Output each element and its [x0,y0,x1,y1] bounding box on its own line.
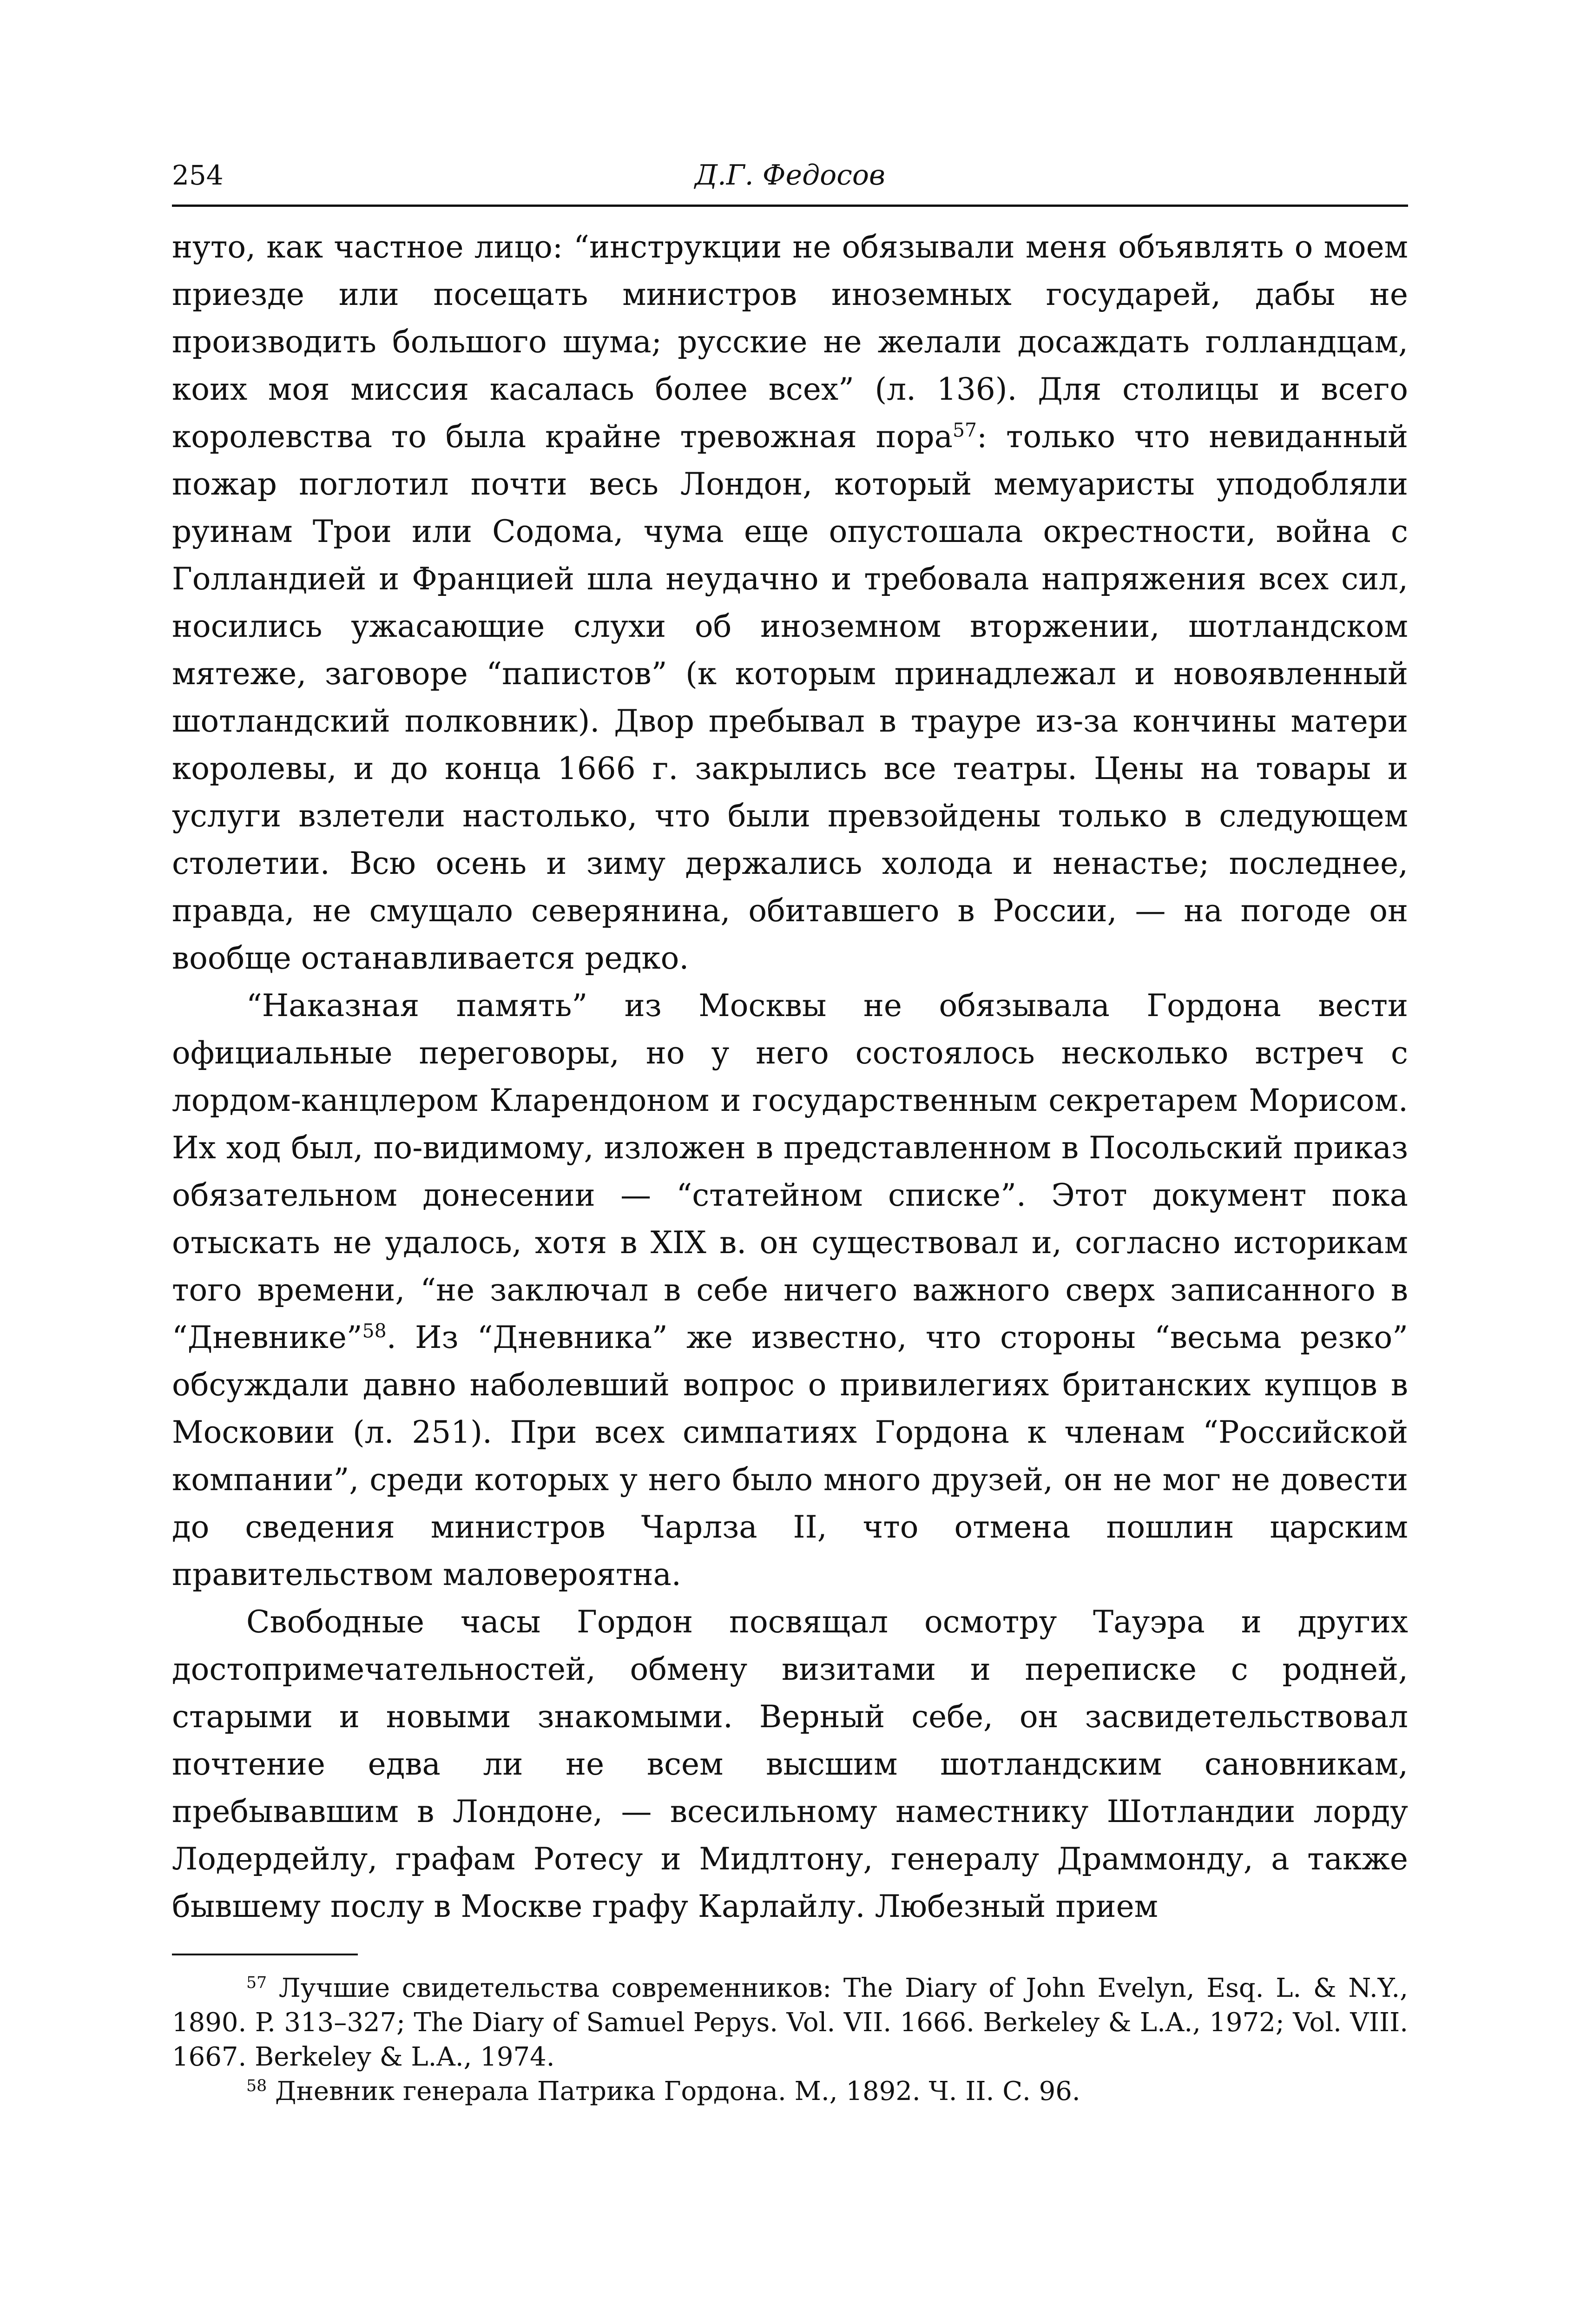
paragraph-2-text-b: . Из “Дневника” же известно, что стороны “весьма резко” обсуждали давно наболевший вопрос о привилегиях британских купцов в Московии (л. 251). При всех симпатиях Гордона к членам “Российской компании”, среди которых у него было много друзей, он не мог не довести до сведения министров Чарлза II, что отмена пошлин царским правительством маловероятна. [172,1320,1408,1592]
footnote-separator [172,1954,358,1955]
page-number: 254 [172,159,224,191]
footnote-ref-58[interactable]: 58 [362,1320,387,1342]
paragraph-2-text-a: “Наказная память” из Москвы не обязывала Гордона вести официальные переговоры, но у него состоялось несколько встреч с лордом-канцлером Кларендоном и государственным секретарем Морисом. Их ход был, по-видимому, изложен в представленном в Посольский приказ обязательном донесении — “статейном списке”. Этот документ пока отыскать не удалось, хотя в XIX в. он существовал и, согласно историкам того времени, “не заключал в себе ничего важного сверх записанного в “Дневнике” [172,988,1408,1355]
footnote-number-58: 58 [246,2076,267,2095]
paragraph-2 [172,982,1408,1598]
paragraph-1-text-a: нуто, как частное лицо: “инструкции не обязывали меня объявлять о моем приезде или посещать министров иноземных государей, дабы не производить большого шума; русские не желали досаждать голландцам, коих моя миссия касалась более всех” (л. 136). Для столицы и всего королевства то была крайне тревожная пора [172,229,1408,455]
footnote-number-57: 57 [246,1973,267,1992]
footnote-57 [172,1971,1408,2074]
running-title: Д.Г. Федосов [695,159,885,191]
footnote-57-text: Лучшие свидетельства современников: The Diary of John Evelyn, Esq. L. & N.Y., 1890. P. 313–327; The Diary of Samuel Pepys. Vol. VII. 1666. Berkeley & L.A., 1972; Vol. VIII. 1667. Berkeley & L.A., 1974. [172,1973,1408,2072]
paragraph-1 [172,224,1408,982]
paragraph-1-text-b: : только что невиданный пожар поглотил почти весь Лондон, который мемуаристы уподобляли руинам Трои или Содома, чума еще опустошала окрестности, война с Голландией и Францией шла неудачно и требовала напряжения всех сил, носились ужасающие слухи об иноземном вторжении, шотландском мятеже, заговоре “папистов” (к которым принадлежал и новоявленный шотландский полковник). Двор пребывал в трауре из-за кончины матери королевы, и до конца 1666 г. закрылись все театры. Цены на товары и услуги взлетели настолько, что были превзойдены только в следующем столетии. Всю осень и зиму держались холода и ненастье; последнее, правда, не смущало северянина, обитавшего в России, — на погоде он вообще останавливается редко. [172,419,1409,976]
running-head [172,153,1408,207]
body-text [172,224,1408,1930]
footnotes [172,1971,1408,2109]
footnote-58-text: Дневник генерала Патрика Гордона. М., 1892. Ч. II. С. 96. [275,2076,1080,2106]
paragraph-3: Свободные часы Гордон посвящал осмотру Тауэра и других достопримечательностей, обмену визитами и переписке с родней, старыми и новыми знакомыми. Верный себе, он засвидетельствовал почтение едва ли не всем высшим шотландским сановникам, пребывавшим в Лондоне, — всесильному наместнику Шотландии лорду Лодердейлу, графам Ротесу и Мидлтону, генералу Драммонду, а также бывшему послу в Москве графу Карлайлу. Любезный прием [172,1604,1408,1924]
footnote-58 [172,2074,1408,2109]
footnote-ref-57[interactable]: 57 [952,419,977,442]
book-page [172,153,1408,2109]
